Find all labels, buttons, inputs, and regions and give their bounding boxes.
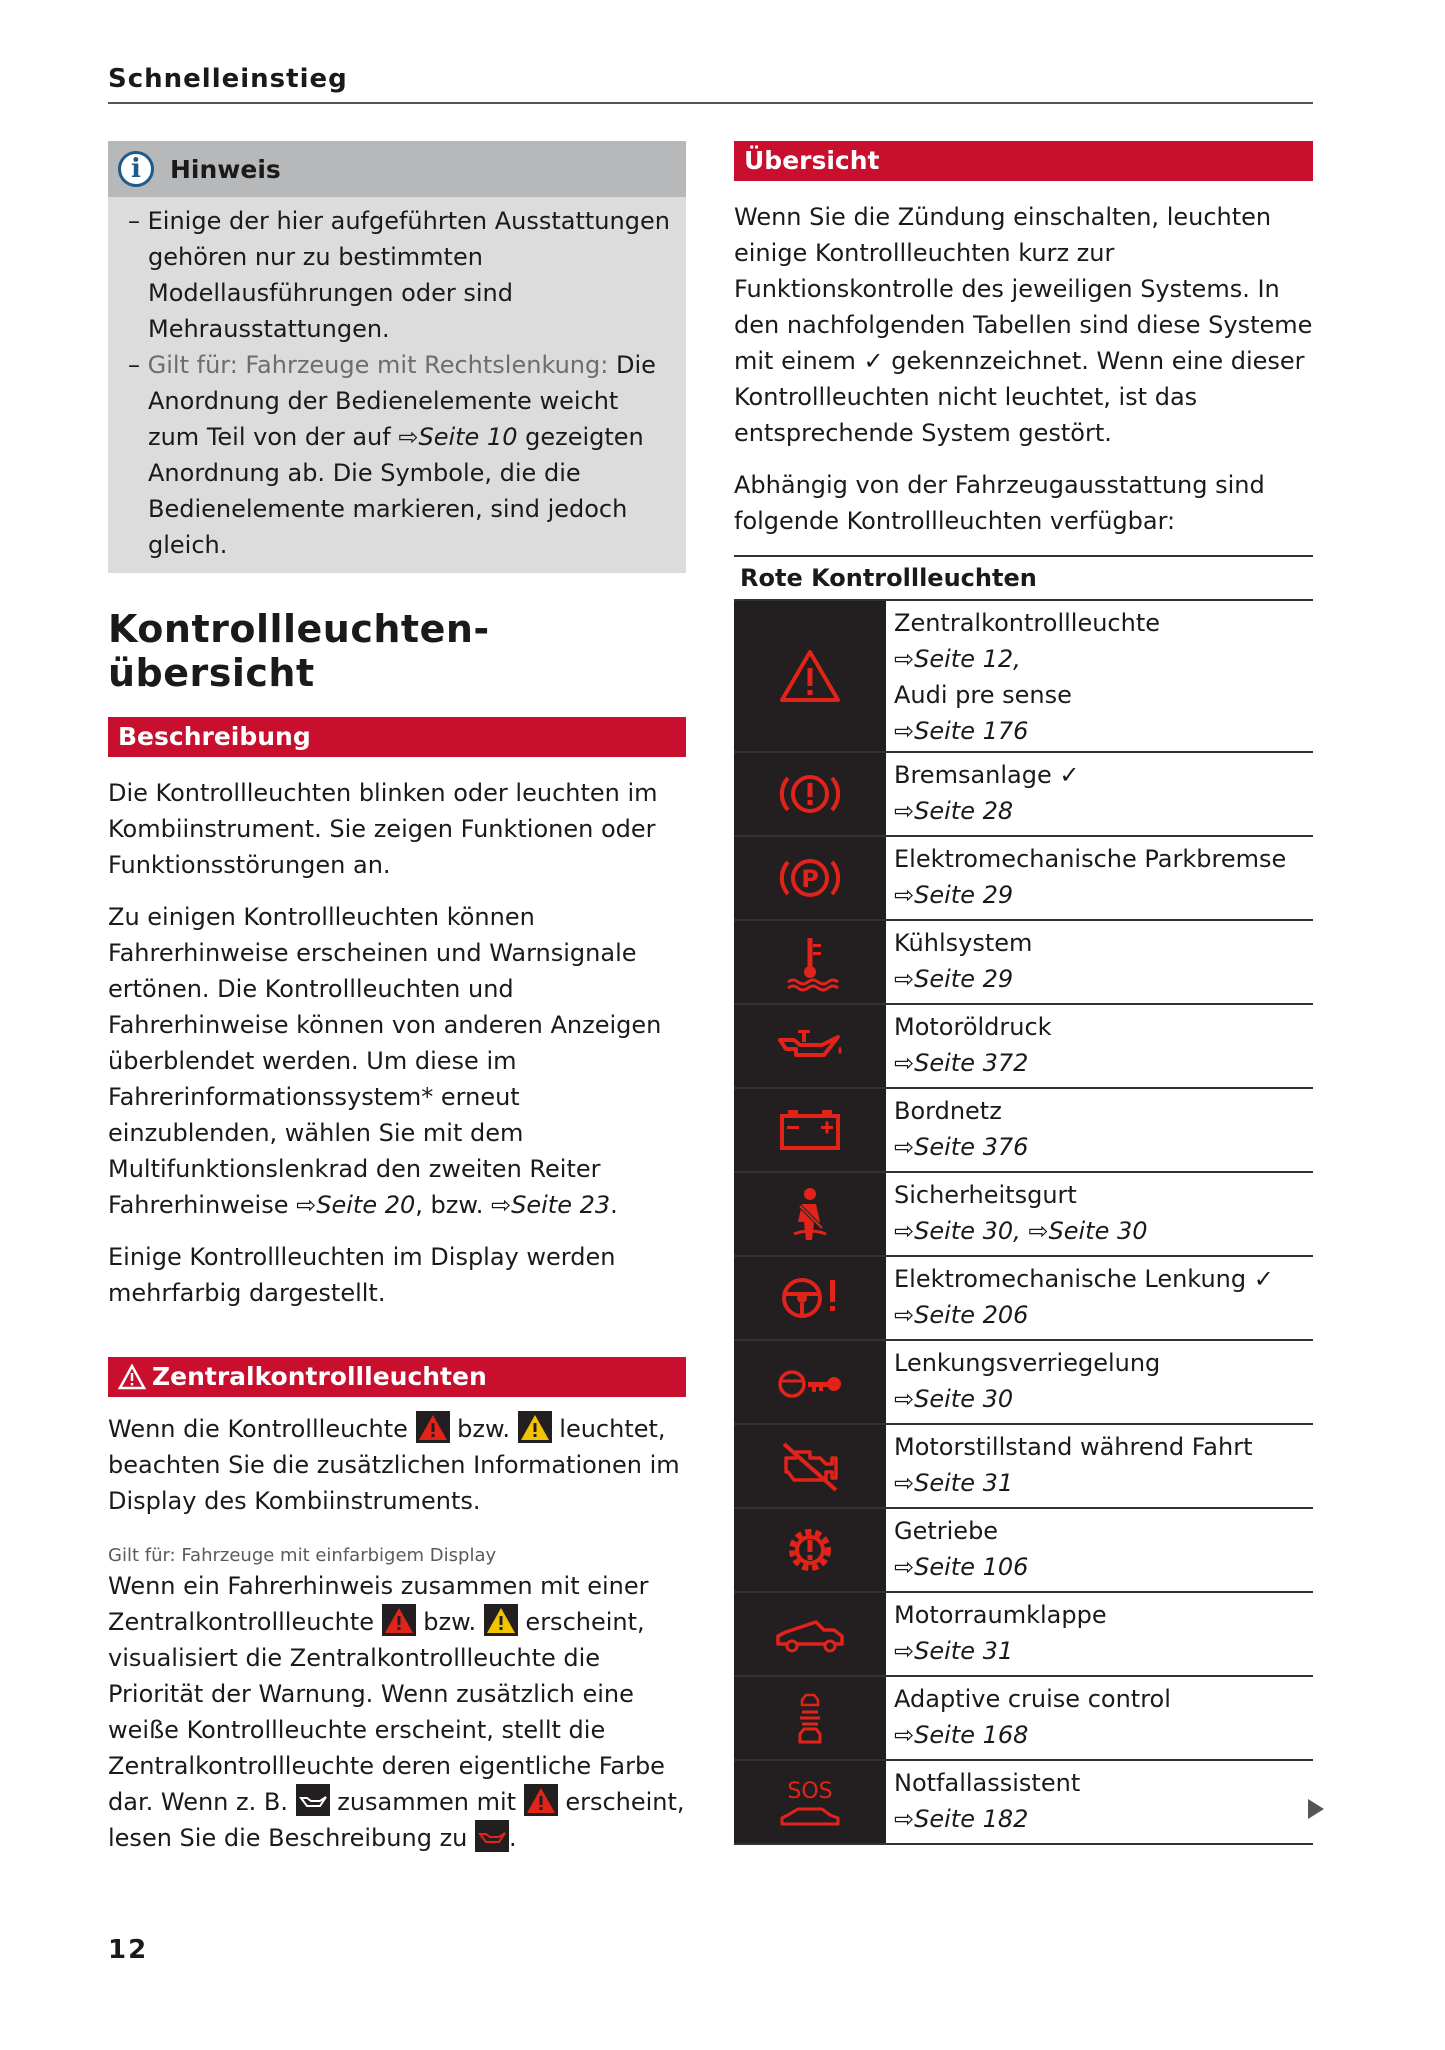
lamp-description [886,1173,1148,1255]
section-title-line: Kontrollleuchten- [108,607,490,651]
paragraph: Einige Kontrollleuchten im Display werden mehrfarbig dargestellt. [108,1243,616,1307]
hint-text: Die Anordnung der Bedienelemente weicht zum Teil von der auf [148,351,656,451]
paragraph-text: erscheint, visualisiert die Zentralkontrollleuchte die Priorität der Warnung. Wenn zusätzlich eine weiße Kontrollleuchte erscheint, stellt die Zentralkontrollleuchte deren eigentliche Farbe dar. Wenn z. B. [108,1608,665,1816]
battery-icon [734,1089,886,1171]
paragraph: Die Kontrollleuchten blinken oder leuchten im Kombiinstrument. Sie zeigen Funktionen oder Funktionsstörungen an. [108,779,658,879]
table-row [734,1005,1313,1089]
zentral-bar-label: Zentralkontrollleuchten [152,1362,487,1391]
hint-item: – Einige der hier aufgeführten Ausstattungen gehören nur zu bestimmten Modellausführungen oder sind Mehrausstattungen. [128,207,670,343]
coolant-icon [734,921,886,1003]
table-row [734,1761,1313,1845]
lamp-name: Lenkungsverriegelung [894,1349,1161,1377]
lamp-name: Motorstillstand während Fahrt [894,1433,1253,1461]
table-row [734,1509,1313,1593]
brake-system-icon [734,753,886,835]
header-rule [108,102,1313,104]
page-reference[interactable]: ⇨Seite 20 [296,1191,416,1219]
page-reference[interactable]: ⇨Seite 29 [894,965,1014,993]
hood-icon [734,1593,886,1675]
table-row [734,1341,1313,1425]
lamp-description [886,921,1032,1003]
paragraph-text: bzw. [415,1608,484,1636]
lamp-description [886,753,1079,835]
hint-header [108,141,686,197]
hint-dash: – [128,351,148,379]
beschreibung-bar: Beschreibung [108,717,686,757]
red-warning-lamp-icon [524,1784,558,1816]
page-reference[interactable]: ⇨Seite 30 [894,1385,1014,1413]
lamp-description [886,1005,1052,1087]
lamp-name: Elektromechanische Parkbremse [894,845,1287,873]
page-reference[interactable]: ⇨Seite 12, [894,645,1021,673]
paragraph-text: . [509,1824,517,1852]
table-row [734,601,1313,753]
lamp-name: Notfallassistent [894,1769,1081,1797]
lamp-description [886,837,1286,919]
red-warning-lamp-icon [382,1604,416,1636]
table-row [734,1257,1313,1341]
page-reference[interactable]: ⇨Seite 30, ⇨Seite 30 [894,1217,1148,1245]
hint-item [128,347,670,563]
paragraph-text: Zu einigen Kontrollleuchten können Fahrerhinweise erscheinen und Warnsignale ertönen. Die Kontrollleuchten und Fahrerhinweise können von anderen Anzeigen überblendet werden. Um diese im Fahrerinformationssystem* erneut einzublenden, wählen Sie mit dem Multifunktionslenkrad den zweiten Reiter Fahrerhinweise [108,903,662,1219]
lamp-name: Getriebe [894,1517,999,1545]
warning-triangle-icon [118,1364,146,1390]
table-row [734,1593,1313,1677]
paragraph-text: Wenn ein Fahrerhinweis zusammen mit einer Zentralkontrollleuchte [108,1572,649,1636]
page-reference[interactable]: ⇨Seite 10 [398,423,518,451]
running-header: Schnelleinstieg [108,64,348,94]
info-icon: i [118,151,154,187]
paragraph-text: , bzw. [415,1191,492,1219]
sos-car-icon [734,1761,886,1843]
lamp-description [886,1677,1171,1759]
lamp-name: Elektromechanische Lenkung ✓ [894,1265,1274,1293]
page-reference[interactable]: ⇨Seite 168 [894,1721,1029,1749]
paragraph [108,1411,686,1519]
table-row [734,837,1313,921]
page-reference[interactable]: ⇨Seite 29 [894,881,1014,909]
table-heading: Rote Kontrollleuchten [734,555,1313,601]
page-reference[interactable]: ⇨Seite 176 [894,717,1029,745]
transmission-icon [734,1509,886,1591]
table-row [734,1677,1313,1761]
page-reference[interactable]: ⇨Seite 31 [894,1469,1014,1497]
hint-condition: Gilt für: Fahrzeuge mit Rechtslenkung: [147,351,609,379]
page-reference[interactable]: ⇨Seite 23 [491,1191,611,1219]
seatbelt-icon [734,1173,886,1255]
paragraph: Abhängig von der Fahrzeugausstattung sind folgende Kontrollleuchten verfügbar: [734,471,1265,535]
lamp-name: Adaptive cruise control [894,1685,1171,1713]
sos-label: SOS [787,1779,833,1804]
warning-triangle-icon [734,601,886,751]
lamp-name: Motoröldruck [894,1013,1052,1041]
paragraph-text: Wenn die Kontrollleuchte [108,1415,416,1443]
lamp-name: Motorraumklappe [894,1601,1107,1629]
svg-text:P: P [801,865,819,893]
lamp-description [886,1089,1028,1171]
paragraph [108,899,686,1223]
table-row [734,753,1313,837]
table-row [734,921,1313,1005]
right-column [734,141,1313,1845]
paragraph-text: erscheint, lesen Sie die Beschreibung zu [108,1788,685,1852]
paragraph-text: . [610,1191,618,1219]
lamp-description [886,1425,1253,1507]
lamp-name: Kühlsystem [894,929,1033,957]
next-page-arrow-icon[interactable] [1308,1799,1324,1819]
steering-lock-icon [734,1341,886,1423]
lamp-name: Audi pre sense [894,681,1072,709]
parking-brake-icon [734,837,886,919]
hint-title: Hinweis [170,154,281,184]
paragraph: Wenn Sie die Zündung einschalten, leuchten einige Kontrollleuchten kurz zur Funktionskontrolle des jeweiligen Systems. In den nachfolgenden Tabellen sind diese Systeme mit einem ✓ gekennzeichnet. Wenn eine dieser Kontrollleuchten nicht leuchtet, ist das entsprechende System gestört. [734,203,1313,447]
table-row [734,1089,1313,1173]
page-reference[interactable]: ⇨Seite 28 [894,797,1014,825]
lamp-table [734,601,1313,1845]
table-row [734,1173,1313,1257]
lamp-description [886,601,1160,751]
section-title [108,607,686,695]
section-title-line: übersicht [108,651,315,695]
engine-stall-icon [734,1425,886,1507]
oil-pressure-icon [734,1005,886,1087]
paragraph-text: zusammen mit [329,1788,524,1816]
paragraph [108,1568,686,1856]
page-reference[interactable]: ⇨Seite 106 [894,1553,1029,1581]
hint-list [108,197,686,569]
hint-text: gezeigten Anordnung ab. Die Symbole, die die Bedienelemente markieren, sind jedoch gleich. [148,423,644,559]
overview-bar: Übersicht [734,141,1313,181]
left-column [108,141,686,1872]
red-warning-lamp-icon [416,1411,450,1443]
page-reference[interactable]: ⇨Seite 376 [894,1133,1029,1161]
page-reference[interactable]: ⇨Seite 206 [894,1301,1029,1329]
lamp-name: Bordnetz [894,1097,1002,1125]
page-number: 12 [108,1935,149,1965]
paragraph-text: bzw. [449,1415,518,1443]
lamp-description [886,1593,1107,1675]
lamp-description [886,1509,1028,1591]
page-reference[interactable]: ⇨Seite 31 [894,1637,1014,1665]
page-reference[interactable]: ⇨Seite 182 [894,1805,1029,1833]
red-oil-lamp-icon [475,1820,509,1852]
table-row [734,1425,1313,1509]
adaptive-cruise-icon [734,1677,886,1759]
steering-warning-icon [734,1257,886,1339]
white-oil-lamp-icon [296,1784,330,1816]
applicability-note: Gilt für: Fahrzeuge mit einfarbigem Display [108,1545,497,1566]
hint-box [108,141,686,573]
yellow-warning-lamp-icon [518,1411,552,1443]
yellow-warning-lamp-icon [484,1604,518,1636]
lamp-name: Sicherheitsgurt [894,1181,1077,1209]
lamp-description [886,1257,1274,1339]
lamp-description [886,1761,1080,1843]
lamp-description [886,1341,1160,1423]
page-reference[interactable]: ⇨Seite 372 [894,1049,1029,1077]
lamp-name: Bremsanlage ✓ [894,761,1080,789]
zentral-bar [108,1357,686,1397]
paragraph-text: leuchtet, beachten Sie die zusätzlichen Informationen im Display des Kombiinstruments. [108,1415,680,1515]
lamp-name: Zentralkontrollleuchte [894,609,1161,637]
